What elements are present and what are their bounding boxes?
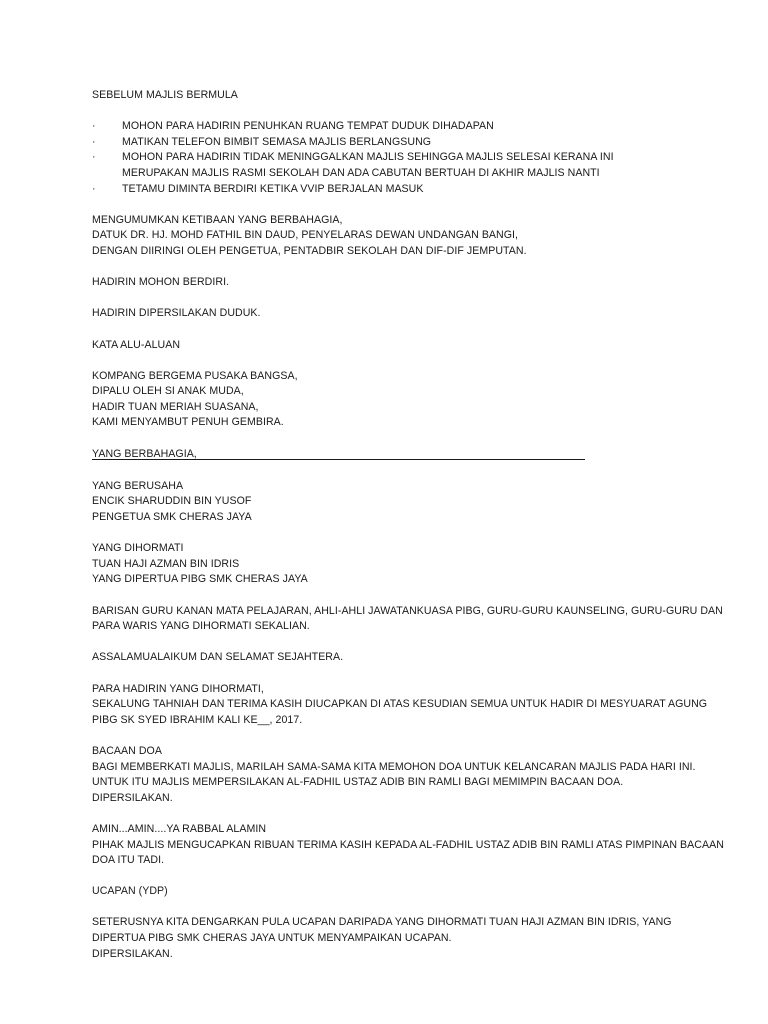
spacer bbox=[92, 728, 692, 744]
tahniah-line: PIBG SK SYED IBRAHIM KALI KE__, 2017. bbox=[92, 713, 303, 726]
spacer bbox=[92, 431, 692, 447]
pantun-line: DIPALU OLEH SI ANAK MUDA, bbox=[92, 385, 244, 398]
spacer bbox=[92, 104, 692, 120]
amin-line: DOA ITU TADI. bbox=[92, 854, 165, 867]
doa-line: UNTUK ITU MAJLIS MEMPERSILAKAN AL-FADHIL USTAZ ADIB BIN RAMLI BAGI MEMIMPIN BACAAN DOA. bbox=[92, 776, 624, 789]
announce-line: DENGAN DIIRINGI OLEH PENGETUA, PENTADBIR SEKOLAH DAN DIF-DIF JEMPUTAN. bbox=[92, 244, 527, 257]
ucapan-title: UCAPAN (YDP) bbox=[92, 885, 168, 898]
ucapan-line: DIPERTUA PIBG SMK CHERAS JAYA UNTUK MENYAMPAIKAN UCAPAN. bbox=[92, 932, 452, 945]
stand-instruction: HADIRIN MOHON BERDIRI. bbox=[92, 276, 230, 289]
document-page bbox=[92, 88, 724, 962]
pantun-line: HADIR TUAN MERIAH SUASANA, bbox=[92, 400, 259, 413]
spacer bbox=[92, 291, 692, 307]
bullet-text: TETAMU DIMINTA BERDIRI KETIKA VVIP BERJALAN MASUK bbox=[122, 182, 424, 195]
ucapan-line: SETERUSNYA KITA DENGARKAN PULA UCAPAN DARIPADA YANG DIHORMATI TUAN HAJI AZMAN BIN IDRIS, YANG bbox=[92, 916, 672, 929]
announce-line: MENGUMUMKAN KETIBAAN YANG BERBAHAGIA, bbox=[92, 213, 343, 226]
bullet-item bbox=[92, 182, 692, 198]
pantun-line: KOMPANG BERGEMA PUSAKA BANGSA, bbox=[92, 369, 298, 382]
ucapan-line: DIPERSILAKAN. bbox=[92, 947, 173, 960]
spacer bbox=[92, 588, 692, 604]
berusaha-line: YANG BERUSAHA bbox=[92, 479, 184, 492]
dihormati-line: YANG DIHORMATI bbox=[92, 542, 184, 555]
bullet-dot-icon: · bbox=[92, 120, 96, 133]
welcome-title: KATA ALU-ALUAN bbox=[92, 338, 181, 351]
doa-line: BAGI MEMBERKATI MAJLIS, MARILAH SAMA-SAMA KITA MEMOHON DOA UNTUK KELANCARAN MAJLIS PADA HARI INI. bbox=[92, 760, 696, 773]
bullet-list bbox=[92, 119, 692, 197]
announce-line: DATUK DR. HJ. MOHD FATHIL BIN DAUD, PENYELARAS DEWAN UNDANGAN BANGI, bbox=[92, 229, 519, 242]
sit-instruction: HADIRIN DIPERSILAKAN DUDUK. bbox=[92, 307, 261, 320]
bullet-item bbox=[92, 119, 692, 135]
section-heading: SEBELUM MAJLIS BERMULA bbox=[92, 89, 238, 101]
spacer bbox=[92, 869, 692, 885]
barisan-line: PARA WARIS YANG DIHORMATI SEKALIAN. bbox=[92, 620, 310, 633]
bullet-text: MOHON PARA HADIRIN TIDAK MENINGGALKAN MAJLIS SEHINGGA MAJLIS SELESAI KERANA INI bbox=[122, 151, 614, 164]
spacer bbox=[92, 635, 692, 651]
tahniah-line: SEKALUNG TAHNIAH DAN TERIMA KASIH DIUCAPKAN DI ATAS KESUDIAN SEMUA UNTUK HADIR DI MESYUARAT AGUNG bbox=[92, 698, 708, 711]
bullet-text: MOHON PARA HADIRIN PENUHKAN RUANG TEMPAT DUDUK DIHADAPAN bbox=[122, 120, 494, 133]
bullet-dot-icon: · bbox=[92, 151, 96, 164]
amin-line: AMIN...AMIN....YA RABBAL ALAMIN bbox=[92, 822, 267, 835]
berusaha-line: ENCIK SHARUDDIN BIN YUSOF bbox=[92, 495, 252, 508]
spacer bbox=[92, 260, 692, 276]
bullet-item bbox=[92, 135, 692, 151]
bullet-item bbox=[92, 150, 692, 166]
spacer bbox=[92, 322, 692, 338]
bullet-text: MATIKAN TELEFON BIMBIT SEMASA MAJLIS BERLANGSUNG bbox=[122, 135, 432, 148]
dihormati-line: TUAN HAJI AZMAN BIN IDRIS bbox=[92, 557, 240, 570]
berusaha-line: PENGETUA SMK CHERAS JAYA bbox=[92, 511, 252, 524]
bullet-continuation: MERUPAKAN MAJLIS RASMI SEKOLAH DAN ADA CABUTAN BERTUAH DI AKHIR MAJLIS NANTI bbox=[122, 166, 600, 179]
dihormati-line: YANG DIPERTUA PIBG SMK CHERAS JAYA bbox=[92, 573, 308, 586]
spacer bbox=[92, 197, 692, 213]
spacer bbox=[92, 900, 692, 916]
spacer bbox=[92, 463, 692, 479]
amin-line: PIHAK MAJLIS MENGUCAPKAN RIBUAN TERIMA KASIH KEPADA AL-FADHIL USTAZ ADIB BIN RAMLI ATAS PIMPINAN BACAAN bbox=[92, 838, 724, 851]
barisan-line: BARISAN GURU KANAN MATA PELAJARAN, AHLI-AHLI JAWATANKUASA PIBG, GURU-GURU KAUNSELING, GURU-GURU DAN bbox=[92, 604, 723, 617]
tahniah-line: PARA HADIRIN YANG DIHORMATI, bbox=[92, 682, 264, 695]
salam-line: ASSALAMUALAIKUM DAN SELAMAT SEJAHTERA. bbox=[92, 651, 344, 664]
spacer bbox=[92, 806, 692, 822]
bullet-dot-icon: · bbox=[92, 182, 96, 195]
berbahagia-line: YANG BERBAHAGIA, bbox=[92, 447, 197, 460]
doa-line: BACAAN DOA bbox=[92, 744, 162, 757]
doa-line: DIPERSILAKAN. bbox=[92, 791, 173, 804]
bullet-dot-icon: · bbox=[92, 135, 96, 148]
spacer bbox=[92, 353, 692, 369]
spacer bbox=[92, 666, 692, 682]
spacer bbox=[92, 526, 692, 542]
pantun-line: KAMI MENYAMBUT PENUH GEMBIRA. bbox=[92, 416, 284, 429]
